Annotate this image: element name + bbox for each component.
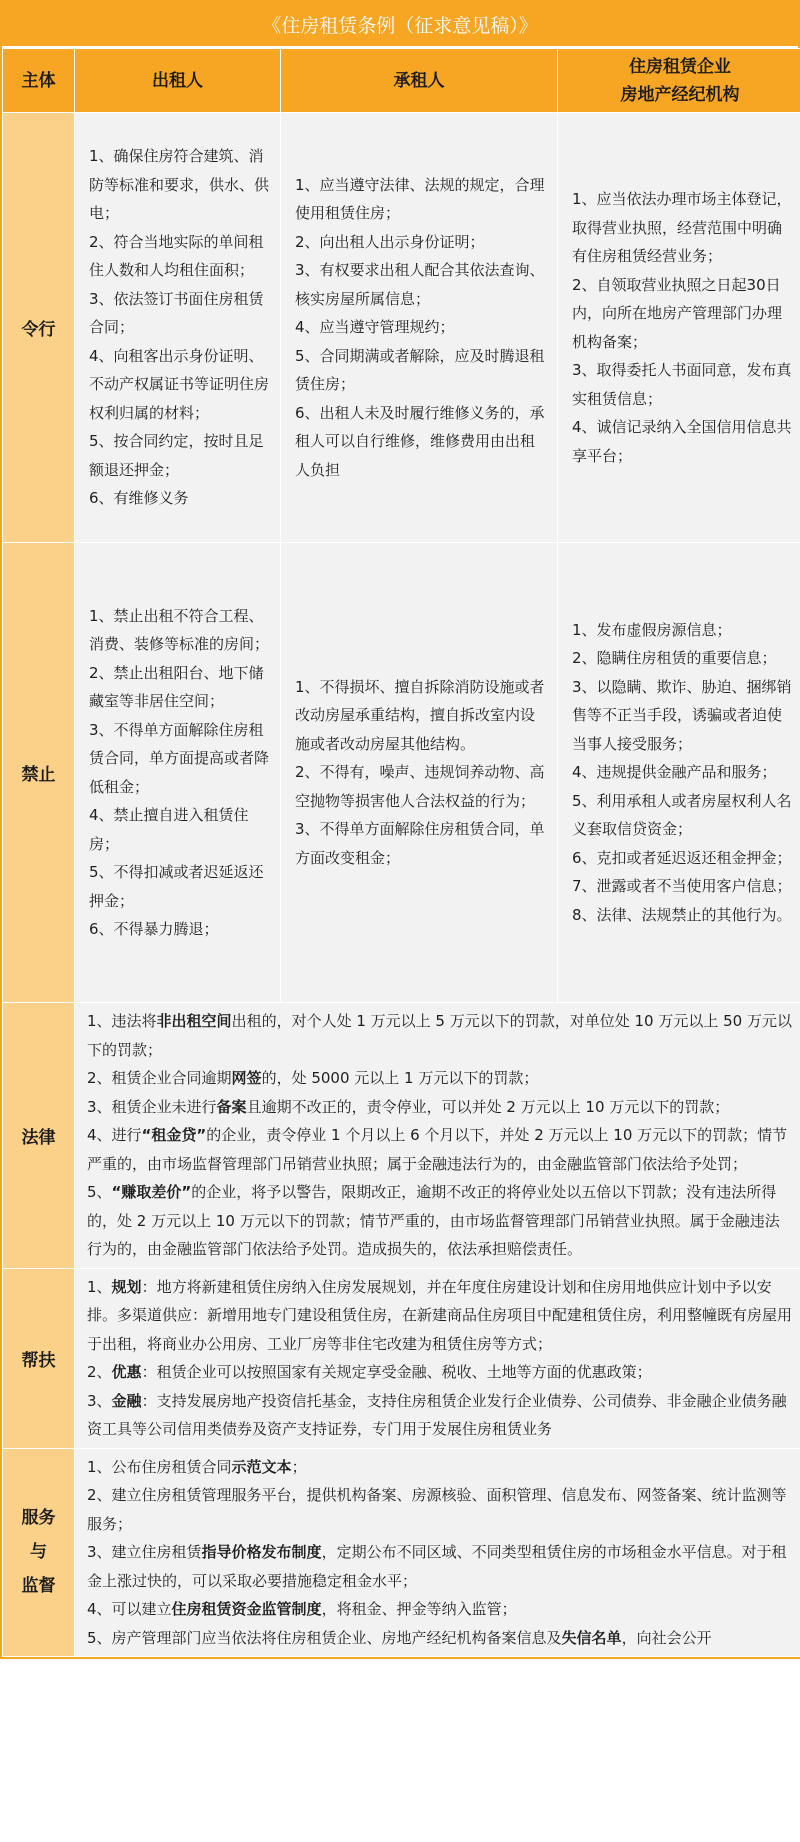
list-item: 3、租赁企业未进行备案且逾期不改正的，责令停业，可以并处 2 万元以上 10 万元以下的罚款； <box>87 1097 730 1116</box>
fa-cell <box>75 1003 800 1269</box>
list-item: 5、房产管理部门应当依法将住房租赁企业、房地产经纪机构备案信息及失信名单，向社会公开 <box>87 1628 712 1647</box>
list-item: 1、违法将非出租空间出租的，对个人处 1 万元以上 5 万元以下的罚款，对单位处 10 万元以上 50 万元以下的罚款； <box>87 1012 792 1059</box>
header-row <box>3 49 800 113</box>
list-item: 3、金融：支持发展房地产投资信托基金，支持住房租赁企业发行企业债券、公司债券、非金融企业债务融资工具等公司信用类债券及资产支持证券，专门用于发展住房租赁业务 <box>87 1391 787 1438</box>
policy-table <box>2 48 800 1657</box>
list-item: 3、取得委托人书面同意，发布真实租赁信息； <box>572 361 792 408</box>
list-item: 1、应当依法办理市场主体登记，取得营业执照，经营范围中明确有住房租赁经营业务； <box>572 190 792 265</box>
subject-fa: 法律 <box>3 1003 75 1269</box>
list-item: 1、应当遵守法律、法规的规定，合理使用租赁住房； <box>295 175 545 223</box>
list-item: 2、不得有，噪声、违规饲养动物、高空抛物等损害他人合法权益的行为； <box>295 763 545 810</box>
list-item: 5、利用承租人或者房屋权利人名义套取信贷资金； <box>572 791 792 839</box>
list-item: 3、以隐瞒、欺诈、胁迫、捆绑销售等不正当手段，诱骗或者迫使当事人接受服务； <box>572 677 792 753</box>
list-item: 2、符合当地实际的单间租住人数和人均租住面积； <box>89 232 264 280</box>
landlord-jin-cell <box>75 543 281 1003</box>
list-item: 8、法律、法规禁止的其他行为。 <box>572 905 792 924</box>
tenant-jin-cell <box>281 543 558 1003</box>
header-landlord: 出租人 <box>75 49 281 113</box>
list-item: 1、不得损坏、擅自拆除消防设施或者改动房屋承重结构，擅自拆改室内设施或者改动房屋其他结构。 <box>295 677 545 753</box>
list-item: 1、发布虚假房源信息； <box>572 620 732 639</box>
subject-jin: 禁止 <box>3 543 75 1003</box>
list-item: 1、确保住房符合建筑、消防等标准和要求，供水、供电； <box>89 147 270 223</box>
list-item: 3、有权要求出租人配合其依法查询、核实房屋所属信息； <box>295 261 545 308</box>
subject-ling: 令行 <box>3 113 75 543</box>
enterprise-ling-cell <box>558 113 800 543</box>
list-item: 6、克扣或者延迟返还租金押金； <box>572 848 792 867</box>
list-item: 2、租赁企业合同逾期网签的，处 5000 元以上 1 万元以下的罚款； <box>87 1069 539 1087</box>
list-item: 4、向租客出示身份证明、不动产权属证书等证明住房权利归属的材料； <box>89 346 270 422</box>
list-item: 2、优惠：租赁企业可以按照国家有关规定享受金融、税收、土地等方面的优惠政策； <box>87 1363 652 1381</box>
header-enterprise <box>558 49 800 113</box>
list-item: 5、“赚取差价”的企业，将予以警告，限期改正，逾期不改正的将停业处以五倍以下罚款；没有违法所得的，处 2 万元以上 10 万元以下的罚款；情节严重的，由市场监督管理部门吊销营业执照。属于金融违法行为的，由金融监管部门依法给予处罚。造成损失的，依法承担赔偿责任。 <box>87 1183 780 1258</box>
document-title: 《住房租赁条例（征求意见稿）》 <box>2 2 798 48</box>
list-item: 3、建立住房租赁指导价格发布制度，定期公布不同区域、不同类型租赁住房的市场租金水平信息。对于租金上涨过快的，可以采取必要措施稳定租金水平； <box>87 1543 787 1590</box>
list-item: 2、向出租人出示身份证明； <box>295 232 485 251</box>
list-item: 5、不得扣减或者迟延返还押金； <box>89 863 264 910</box>
list-item: 3、依法签订书面住房租赁合同； <box>89 289 264 337</box>
list-item: 4、进行“租金贷”的企业，责令停业 1 个月以上 6 个月以下，并处 2 万元以上 10 万元以下的罚款；情节严重的，由市场监督管理部门吊销营业执照；属于金融违法行为的，由金融监管部门依法给予处罚； <box>87 1126 788 1173</box>
row-ling <box>3 113 800 543</box>
list-item: 2、自领取营业执照之日起30日内，向所在地房产管理部门办理机构备案； <box>572 275 783 351</box>
list-item: 5、按合同约定，按时且足额退还押金； <box>89 432 264 479</box>
list-item: 5、合同期满或者解除，应及时腾退租赁住房； <box>295 346 545 394</box>
list-item: 4、应当遵守管理规约； <box>295 318 455 337</box>
header-enterprise-line1: 住房租赁企业 <box>629 56 731 77</box>
list-item: 2、隐瞒住房租赁的重要信息； <box>572 649 777 668</box>
row-fu <box>3 1448 800 1657</box>
row-bang <box>3 1268 800 1448</box>
fu-cell <box>75 1448 800 1657</box>
subject-fu: 服务 与 监督 <box>3 1448 75 1657</box>
list-item: 4、可以建立住房租赁资金监管制度，将租金、押金等纳入监管； <box>87 1600 517 1618</box>
bang-cell <box>75 1268 800 1448</box>
list-item: 2、建立住房租赁管理服务平台，提供机构备案、房源核验、面积管理、信息发布、网签备案、统计监测等服务； <box>87 1486 787 1533</box>
list-item: 4、违规提供金融产品和服务； <box>572 763 777 782</box>
header-enterprise-line2: 房地产经纪机构 <box>620 84 740 105</box>
enterprise-jin-cell <box>558 543 800 1003</box>
list-item: 3、不得单方面解除住房租赁合同，单方面改变租金； <box>295 820 545 867</box>
list-item: 6、出租人未及时履行维修义务的，承租人可以自行维修，维修费用由出租人负担 <box>295 403 545 479</box>
header-tenant: 承租人 <box>281 49 558 113</box>
row-jin <box>3 543 800 1003</box>
landlord-ling-cell <box>75 113 281 543</box>
list-item: 3、不得单方面解除住房租赁合同，单方面提高或者降低租金； <box>89 720 270 796</box>
list-item: 1、规划：地方将新建租赁住房纳入住房发展规划，并在年度住房建设计划和住房用地供应计划中予以安排。多渠道供应：新增用地专门建设租赁住房，在新建商品住房项目中配建租赁住房，利用整幢既有房屋用于出租，将商业办公用房、工业厂房等非住宅改建为租赁住房等方式； <box>87 1277 793 1353</box>
header-subject: 主体 <box>3 49 75 113</box>
subject-bang: 帮扶 <box>3 1268 75 1448</box>
list-item: 7、泄露或者不当使用客户信息； <box>572 877 792 896</box>
list-item: 6、不得暴力腾退； <box>89 920 219 938</box>
tenant-ling-cell <box>281 113 558 543</box>
list-item: 4、诚信记录纳入全国信用信息共享平台； <box>572 418 792 465</box>
list-item: 1、公布住房租赁合同示范文本； <box>87 1457 307 1476</box>
list-item: 2、禁止出租阳台、地下储藏室等非居住空间； <box>89 663 264 710</box>
list-item: 1、禁止出租不符合工程、消费、装修等标准的房间； <box>89 606 270 653</box>
row-fa <box>3 1003 800 1269</box>
list-item: 4、禁止擅自进入租赁住房； <box>89 806 249 853</box>
list-item: 6、有维修义务 <box>89 489 189 508</box>
